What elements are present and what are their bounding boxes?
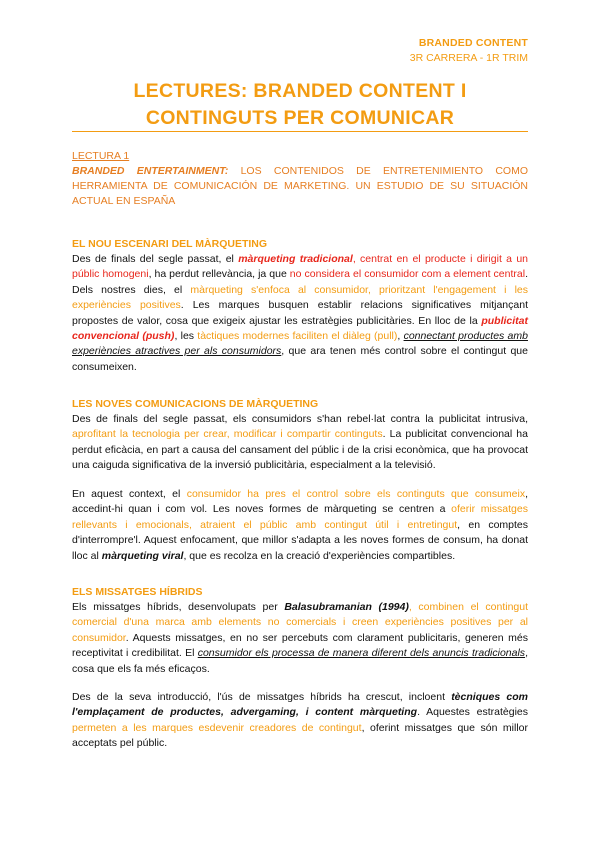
- section-3-paragraph-1: [72, 600, 528, 677]
- highlight-orange: aprofitant la tecnologia per crear, modificar i compartir continguts: [72, 428, 383, 441]
- bold-italic: màrqueting viral: [101, 549, 184, 562]
- highlight-orange: consumidor ha pres el control sobre els continguts que consumeix: [186, 488, 526, 500]
- lectura-title: [72, 164, 528, 209]
- text-run: . Aquestes estratègies: [417, 706, 528, 719]
- text-run: . Aquests missatges, en no ser percebuts com clarament publicitaris, generen més receptivitat i credibilitat. El: [72, 631, 528, 660]
- section-heading-3: ELS MISSATGES HÍBRIDS: [72, 586, 203, 598]
- section-heading-1: EL NOU ESCENARI DEL MÀRQUETING: [72, 238, 268, 250]
- section-1-paragraph: [72, 252, 528, 375]
- highlight-orange: oferir missatges rellevants i emocionals, atraient el públic amb contingut útil i entretingut: [72, 503, 528, 531]
- highlight-orange: màrqueting s'enfoca al consumidor, prioritzant l'engagement i les experiències positives: [72, 283, 529, 312]
- bold-italic: tècniques com l'emplaçament de productes, advergaming, i content màrqueting: [72, 691, 528, 719]
- lectura-label: LECTURA 1: [72, 150, 130, 162]
- page-title: [72, 78, 528, 132]
- text-run: , en comptes d'interrompre'l. Aquest enfocament, que millor s'adapta a les noves formes de consum, ha donat lloc al: [72, 518, 528, 562]
- bold-italic: Balasubramanian (1994): [284, 601, 409, 613]
- text-run: Des de finals del segle passat, el: [72, 253, 239, 265]
- header-term: 3R CARRERA - 1R TRIM: [409, 52, 528, 64]
- text-run: ,: [397, 330, 404, 343]
- text-run: Els missatges híbrids, desenvolupats per: [72, 601, 285, 613]
- section-2-paragraph-2: [72, 487, 528, 564]
- highlight-red: màrqueting tradicional: [238, 253, 353, 265]
- text-run: Des de la seva introducció, l'ús de missatges híbrids ha crescut, incloent: [72, 691, 452, 703]
- section-3-paragraph-2: [72, 690, 528, 752]
- header-course: BRANDED CONTENT: [418, 37, 528, 49]
- text-run: , cosa que els fa més eficaços.: [72, 647, 528, 675]
- text-run: , que es recolza en la creació d'experiències compartibles.: [183, 549, 456, 562]
- title-line-1: LECTURES: BRANDED CONTENT I: [133, 80, 467, 102]
- section-2-paragraph-1: [72, 412, 528, 474]
- lectura-title-bold: BRANDED ENTERTAINMENT:: [72, 165, 229, 177]
- underlined-italic: connectant productes amb experiències atractives per als consumidors: [72, 330, 528, 358]
- highlight-red: publicitat convencional (push): [72, 314, 528, 343]
- text-run: Des de finals del segle passat, els consumidors s'han rebel·lat contra la publicitat intrusiva,: [72, 413, 528, 425]
- section-heading-2: LES NOVES COMUNICACIONS DE MÀRQUETING: [72, 398, 319, 410]
- text-run: . Dels nostres dies, el: [72, 268, 528, 296]
- text-run: , oferint missatges que són millor acceptats pel públic.: [72, 721, 529, 750]
- lectura-title-rest: LOS CONTENIDOS DE ENTRETENIMIENTO COMO HERRAMIENTA DE COMUNICACIÓN DE MARKETING. UN ESTUDIO DE SU SITUACIÓN ACTUAL EN ESPAÑA: [72, 165, 529, 207]
- text-run: . La publicitat convencional ha perdut eficàcia, en part a causa del cansament del públic i de la crisi econòmica, que ha provocat una caiguda significativa de la inversió publicitària, especialment a la televisió.: [72, 428, 528, 472]
- title-line-2: CONTINGUTS PER COMUNICAR: [145, 107, 455, 129]
- title-divider: [72, 131, 528, 132]
- highlight-red: no considera el consumidor com a element central: [289, 268, 526, 281]
- highlight-red: , centrat en el producte i dirigit a un públic homogeni: [72, 253, 529, 281]
- highlight-orange: , combinen el contingut comercial d'una marca amb elements no comercials i creen experiències positives per al consumidor: [72, 601, 529, 644]
- text-run: . Les marques busquen establir relacions significatives mitjançant propostes de valor, cosa que exigeix ajustar les estratègies publicitàries. En lloc de la: [72, 299, 528, 327]
- highlight-orange: tàctiques modernes faciliten el diàleg (pull): [197, 330, 398, 343]
- text-run: , accedint-hi quan i com vol. Les noves formes de màrqueting se centren a: [72, 488, 528, 516]
- text-run: , les: [174, 330, 198, 343]
- text-run: , que ara tenen més control sobre el contingut que consumeixen.: [72, 345, 528, 373]
- highlight-orange: permeten a les marques esdevenir creadores de contingut: [72, 721, 362, 734]
- text-run: En aquest context, el: [72, 488, 187, 500]
- text-run: , ha perdut rellevància, ja que: [148, 268, 290, 281]
- underlined-italic: consumidor els processa de manera diferent dels anuncis tradicionals: [197, 647, 526, 660]
